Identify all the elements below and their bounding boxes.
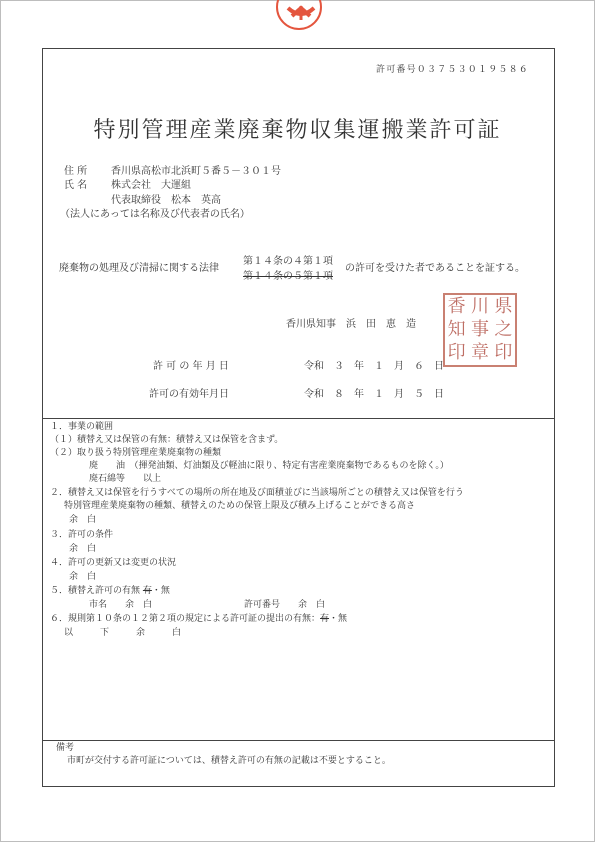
item6-struck: 有	[320, 614, 330, 624]
address-label: 住 所	[64, 166, 88, 177]
item-line: １．事業の範囲	[50, 422, 114, 432]
top-seal-icon	[276, 0, 322, 30]
seal-char: 知	[447, 318, 466, 340]
seal-char: 印	[447, 342, 466, 364]
item5-rest: ・無	[151, 586, 170, 596]
law-article-struck: 第１４条の５第１項	[243, 271, 333, 282]
law-suffix: の許可を受けた者であることを証する。	[345, 263, 525, 274]
item-line: 余 白	[69, 544, 97, 554]
item5-city: 市名 余 白	[89, 600, 153, 610]
company-name: 株式会社 大運組	[111, 180, 191, 191]
item-line: ３．許可の条件	[50, 530, 114, 540]
item-line: ４．許可の更新又は変更の状況	[50, 558, 177, 568]
seal-char: 県	[494, 295, 513, 317]
item-line: ２．積替え又は保管を行うすべての場所の所在地及び面積並びに当該場所ごとの積替え又は保管を行う	[50, 488, 464, 498]
item-line: （２）取り扱う特別管理産業廃棄物の種類	[50, 448, 222, 458]
governor-seal-icon	[443, 293, 517, 367]
seal-char: 之	[494, 318, 513, 340]
name-label: 氏 名	[64, 180, 88, 191]
item6-rest: ・無	[329, 614, 348, 624]
seal-char: 章	[470, 342, 489, 364]
seal-char: 事	[470, 318, 489, 340]
remarks-text: 市町が交付する許可証については、積替え許可の有無の記載は不要とすること。	[67, 756, 391, 766]
item-line: （１）積替え又は保管の有無：積替え又は保管を含まず。	[50, 435, 284, 445]
item6-label: ６．規則第１０条の１２第２項の規定による許可証の提出の有無：	[50, 614, 321, 624]
item5-permit-no: 許可番号 余 白	[244, 600, 326, 610]
section-divider	[42, 418, 555, 419]
permit-date-label: 許 可 の 年 月 日	[153, 361, 229, 372]
item-line: 余 白	[69, 572, 97, 582]
certificate-title: 特別管理産業廃棄物収集運搬業許可証	[93, 118, 502, 143]
address-value: 香川県高松市北浜町５番５－３０１号	[111, 166, 281, 177]
item5-label: ５．積替え許可の有無	[50, 586, 141, 596]
permit-date-value: 令和 ３ 年 １ 月 ６ 日	[304, 361, 444, 372]
law-article-active: 第１４条の４第１項	[243, 256, 333, 267]
item6-line	[50, 615, 347, 624]
item-line: 廃石綿等 以上	[89, 474, 162, 484]
item-line: 特別管理産業廃棄物の種類、積替えのための保管上限及び積み上げることができる高さ	[64, 501, 416, 511]
name-note: （法人にあっては名称及び代表者の氏名）	[60, 209, 250, 220]
expiry-date-value: 令和 ８ 年 １ 月 ５ 日	[304, 389, 444, 400]
representative-name: 代表取締役 松本 英高	[111, 195, 221, 206]
item-line: 余 白	[69, 515, 97, 525]
remarks-label: 備考	[56, 743, 75, 753]
item5-struck: 有	[142, 586, 152, 596]
item6-sub: 以 下 余 白	[64, 628, 182, 638]
seal-char: 印	[494, 342, 513, 364]
remarks-divider	[42, 740, 555, 741]
expiry-date-label: 許可の有効年月日	[149, 389, 229, 400]
seal-char: 川	[470, 295, 489, 317]
governor-name: 香川県知事 浜 田 恵 造	[286, 319, 416, 330]
item5-line	[50, 587, 170, 596]
item-line: 廃 油 （揮発油類、灯油類及び軽油に限り、特定有害産業廃棄物であるものを除く。）	[89, 461, 449, 471]
law-prefix: 廃棄物の処理及び清掃に関する法律	[59, 263, 219, 274]
permit-number: 許可番号０３７５３０１９５８６	[376, 65, 530, 75]
seal-char: 香	[447, 295, 466, 317]
